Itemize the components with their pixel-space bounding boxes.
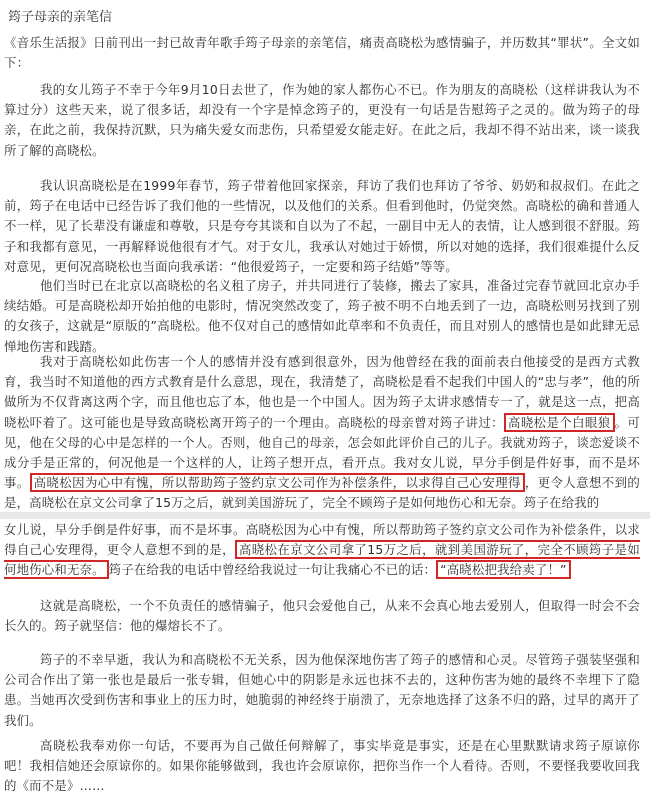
highlight-quote-3: 高晓松在京文公司拿了15万之后，就到美国游玩了，完全不顾筠子是如何地伤心和无奈。: [4, 542, 640, 578]
highlight-quote-1: 高晓松是个白眼狼: [504, 413, 615, 432]
article-title: 筠子母亲的亲笔信: [8, 10, 113, 25]
section-divider: [0, 512, 650, 519]
paragraph-4-part-b: 。可见，他在父母的心中是怎样的一个人。否则，他自己的母亲，怎会如此评价自己的儿子。我就劝筠子，谈恋爱谈不成分手是正常的，何况他是一个这样的人，让筠子想开点，看开点。我对女儿说，早分手倒是件好事，而不是坏事。: [4, 414, 640, 491]
paragraph-5-part-a: 女儿说，早分手倒是件好事，而不是坏事。高晓松因为心中有愧，所以帮助筠子签约京文公司作为补偿条件，以求得自己心安理得，更令人意想不到的是，: [4, 522, 640, 558]
highlight-quote-2: 高晓松因为心中有愧，所以帮助筠子签约京文公司作为补偿条件，以求得自己心安理得: [30, 473, 525, 492]
paragraph-3: 他们当时已在北京以高晓松的名义租了房子，并共同进行了装修，搬去了家具，准备过完春节就回北京办手续结婚。可是高晓松却开始拍他的电影时，情况突然改变了，筠子被不明不白地丢到了一边，高晓松则另找到了别的女孩子，这就是“原版的”高晓松。他不仅对自己的感情如此草率和不负责任，而且对别人的感情也是如此肆无忌惮地伤害和践踏。: [4, 278, 640, 354]
paragraph-4-part-c: ，更令人意想不到的是，高晓松在京文公司拿了15万之后，就到美国游玩了，完全不顾筠子是如何地伤心和无奈。筠子在给我的: [4, 475, 640, 511]
highlight-quote-4: “高晓松把我给卖了！”: [436, 560, 571, 579]
paragraph-6: 这就是高晓松，一个不负责任的感情骗子，他只会爱他自己，从来不会真心地去爱别人，但取得一时会不会长久的。筠子就坚信：他的爆熔长不了。: [4, 598, 640, 634]
paragraph-1: 我的女儿筠子不幸于今年9月10日去世了，作为她的家人都伤心不已。作为朋友的高晓松（这样讲我认为不算过分）这些天来，说了很多话，却没有一个字是悼念筠子的，更没有一句话是告慰筠子之灵的。做为筠子的母亲，在此之前，我保持沉默，只为痛失爱女而悲伤，只希望爱女能走好。在此之后，我却不得不站出来，谈一谈我所了解的高晓松。: [4, 82, 640, 158]
paragraph-5-part-b: 筠子在给我的电话中曾经给我说过一句让我痛心不已的话：: [108, 562, 437, 578]
paragraph-2: 我认识高晓松是在1999年春节，筠子带着他回家探亲，拜访了我们也拜访了爷爷、奶奶和叔叔们。在此之前，筠子在电话中已经告诉了我们他的一些情况，以及他们的关系。但看到他时，仍觉突然。高晓松的确和普通人不一样，见了长辈没有谦虚和尊敬，只是夸夸其谈和自以为了不起，一副目中无人的表情，让人感到很不舒服。筠子和我都有意见，一再解释说他很有才气。对于女儿，我承认对她过于娇惯，所以对她的选择，我们很难提什么反对意见，更何况高晓松也当面向我承诺：“他很爱筠子，一定要和筠子结婚”等等。: [4, 178, 640, 274]
paragraph-4-part-a: 我对于高晓松如此伤害一个人的感情并没有感到很意外，因为他曾经在我的面前表白他接受的是西方式教育，我当时不知道他的西方式教育是什么意思，现在，我清楚了，高晓松是看不起我们中国人的“忠与孝”，他的所做所为不仅背离这两个字，而且他也忘了本，他也是一个中国人。因为筠子太讲求感情专一了，就是这一点，把高晓松吓着了。这可能也是导致高晓松离开筠子的一个理由。高晓松的母亲曾对筠子讲过：: [4, 354, 640, 430]
paragraph-8: 高晓松我奉劝你一句话，不要再为自己做任何辩解了，事实毕竟是事实，还是在心里默默请求筠子原谅你吧！我相信她还会原谅你的。如果你能够做到，我也许会原谅你，把你当作一个人看待。否则，不要怪我要收回我的《而不是》……: [4, 738, 640, 794]
paragraph-5: [4, 520, 640, 581]
paragraph-intro: 《音乐生活报》日前刊出一封已故青年歌手筠子母亲的亲笔信，痛责高晓松为感情骗子，并历数其“罪状”。全文如下：: [4, 35, 640, 71]
paragraph-7: 筠子的不幸早逝，我认为和高晓松不无关系，因为他保深地伤害了筠子的感情和心灵。尽管筠子强装坚强和公司合作出了第一张也是最后一张专辑，但她心中的阴影是永远也抹不去的，这种伤害为她的最终不幸埋下了隐患。当她再次受到伤害和事业上的压力时，她脆弱的神经终于崩溃了，无奈地选择了这条不归的路，过早的离开了我们。: [4, 652, 640, 728]
paragraph-4: [4, 352, 640, 514]
